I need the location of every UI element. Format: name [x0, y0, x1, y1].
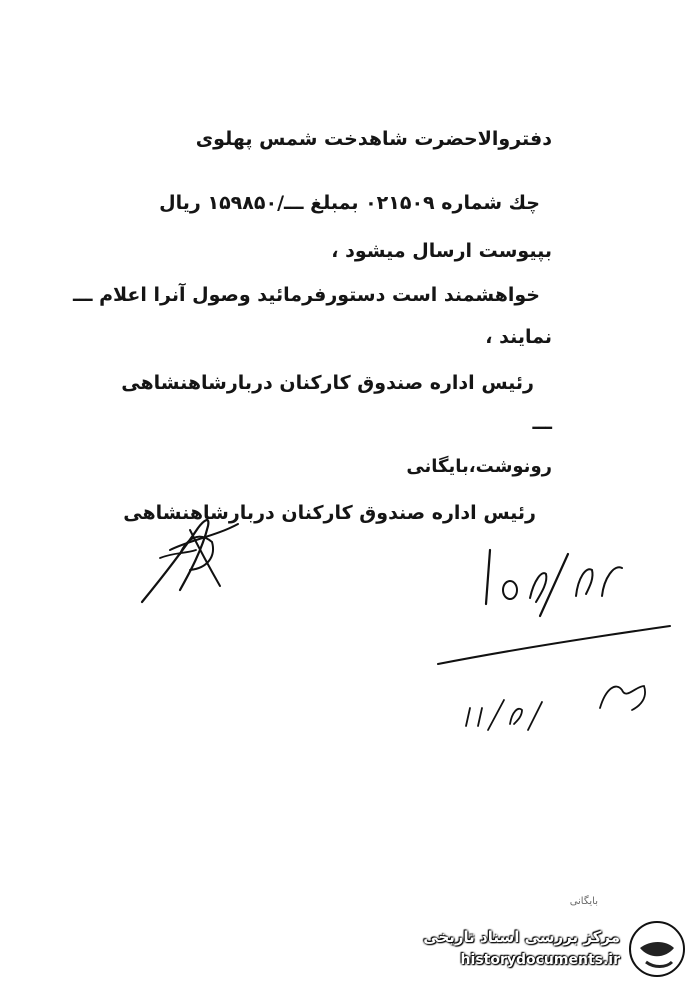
separator-dash: ـــ: [532, 412, 552, 434]
signatory-line-copy: رئیس اداره صندوق کارکنان دربارشاهنشاهی: [123, 502, 536, 524]
office-header: دفتروالاحضرت شاهدخت شمس پهلوی: [195, 128, 552, 150]
request-line: خواهشمند است دستورفرمائید وصول آنرا اعلام ـــ: [72, 284, 540, 306]
handwritten-signature: [120, 510, 250, 610]
cheque-line: چك شماره ۰۲۱۵۰۹ بمبلغ ـــ/۱۵۹۸۵۰ ریال: [159, 192, 540, 214]
copy-archive-line: رونوشت،بایگانی: [406, 456, 552, 477]
handwritten-annotation: [430, 540, 680, 750]
archive-logo-icon: [626, 918, 688, 980]
attachment-line: بپیوست ارسال میشود ،: [331, 240, 552, 262]
watermark-url: historydocuments.ir: [460, 952, 620, 968]
signatory-line: رئیس اداره صندوق کارکنان دربارشاهنشاهی: [121, 372, 534, 394]
request-line-end: نمایند ،: [485, 326, 552, 348]
watermark-title: مرکز بررسی اسناد تاریخی: [423, 928, 620, 946]
archive-stamp-mark: بایگانی: [569, 896, 598, 907]
